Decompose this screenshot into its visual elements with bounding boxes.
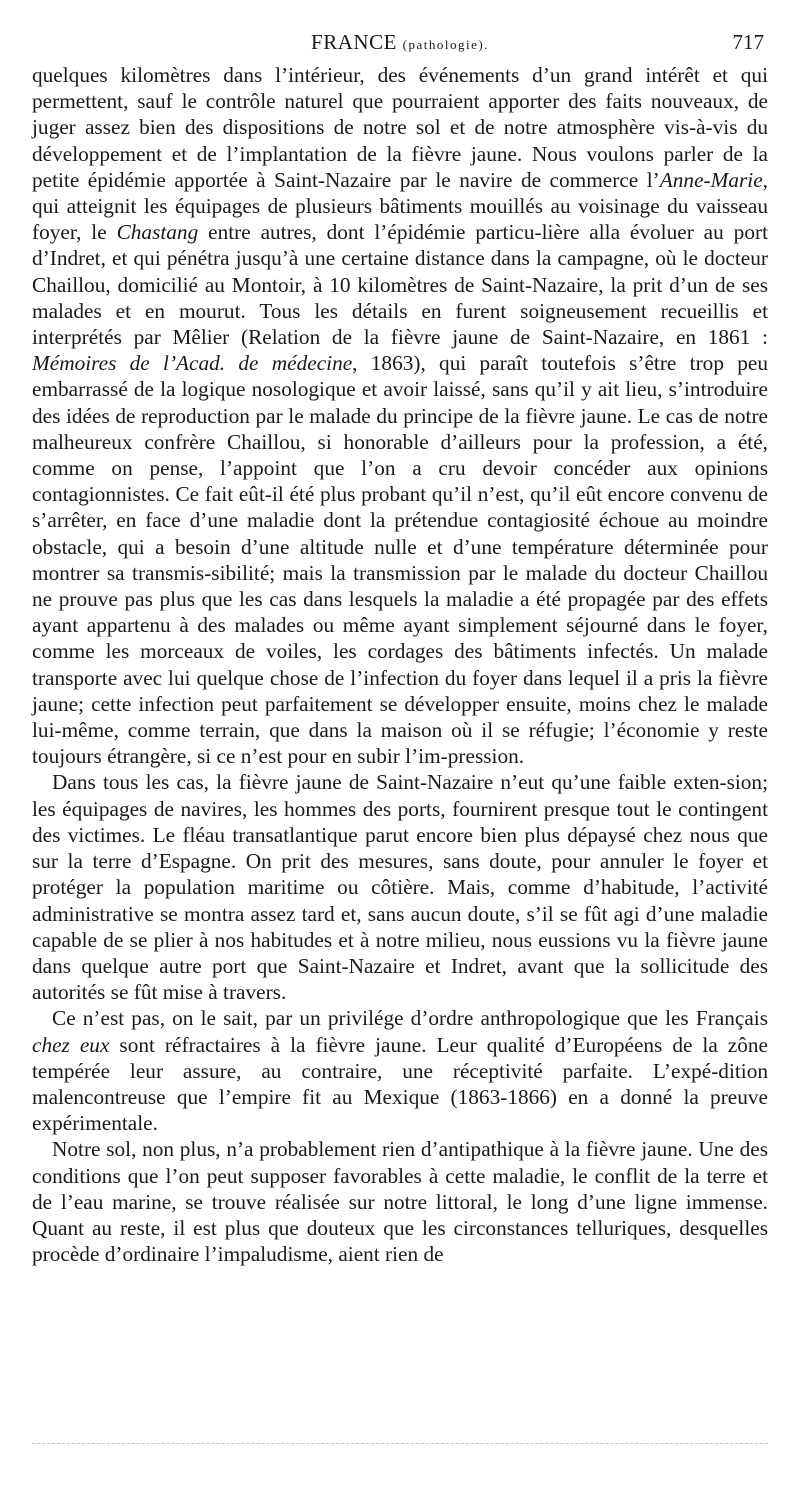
italic-text-run: Anne-Marie: [659, 167, 763, 192]
running-title-sub: (pathologie).: [402, 37, 489, 52]
italic-text-run: chez eux: [32, 1032, 110, 1057]
text-run: sont réfractaires à la fièvre jaune. Leur qualité d’Européens de la zône tempérée leur assure, au contraire, une réceptivité parfaite. L’expé-dition malencontreuse que l’empire fit au Mexique (1863-1866) en a donné la preuve expérimentale.: [32, 1032, 768, 1136]
running-title: [32, 30, 768, 55]
text-run: quelques kilomètres dans l’intérieur, des événements d’un grand intérêt et qui permettent, sauf le contrôle naturel que pourraient apporter des faits nouveaux, de juger assez bien des dispositions de notre sol et de notre atmosphère vis-à-vis du développement et de l’implantation de la fièvre jaune. Nous voulons parler de la petite épidémie apportée à Saint-Nazaire par le navire de commerce l’: [32, 63, 768, 192]
body-text: [32, 62, 768, 1267]
running-header: [32, 30, 768, 60]
paragraph: [32, 769, 768, 1005]
text-run: entre autres, dont l’épidémie particu-lière alla évoluer au port d’Indret, et qui pénétra jusqu’à une certaine distance dans la campagne, où le docteur Chaillou, domicilié au Montoir, à 10 kilomètres de Saint-Nazaire, la prit d’un de ses malades et en mourut. Tous les détails en furent soigneusement recueillis et interprétés par Mêlier (Relation de la fièvre jaune de Saint-Nazaire, en 1861 :: [32, 220, 768, 350]
italic-text-run: Mémoires de l’Acad. de médecine: [32, 351, 353, 376]
text-run: Dans tous les cas, la fièvre jaune de Saint-Nazaire n’eut qu’une faible exten-sion; les équipages de navires, les hommes des ports, fournirent presque tout le contingent des victimes. Le fléau transatlantique parut encore bien plus dépaysé chez nous que sur la terre d’Espagne. On prit des mesures, sans doute, pour annuler le foyer et protéger la population maritime ou côtière. Mais, comme d’habitude, l’activité administrative se montra assez tard et, sans aucun doute, s’il se fût agi d’une maladie capable de se plier à nos habitudes et à notre milieu, nous eussions vu la fièvre jaune dans quelque autre port que Saint-Nazaire et Indret, avant que la sollicitude des autorités se fût mise à travers.: [32, 770, 768, 1005]
page-number: 717: [732, 30, 764, 54]
text-run: , qui atteignit les équipages de plusieurs bâtiments mouillés au voisinage du vaisseau foyer, le: [32, 167, 768, 245]
text-run: , 1863), qui paraît toutefois s’être trop peu embarrassé de la logique nosologique et avoir laissé, sans qu’il y ait lieu, s’introduire des idées de reproduction par le malade du principe de la fièvre jaune. Le cas de notre malheureux confrère Chaillou, si honorable d’ailleurs pour la profession, a été, comme on pense, l’appoint que l’on a cru devoir concéder aux opinions contagionnistes. Ce fait eût-il été plus probant qu’il n’est, qu’il eût encore convenu de s’arrêter, en face d’une maladie dont la prétendue contagiosité échoue au moindre obstacle, qui a besoin d’une altitude nulle et d’une température déterminée pour montrer sa transmis-sibilité; mais la transmission par le malade du docteur Chaillou ne prouve pas plus que les cas dans lesquels la maladie a été propagée par des effets ayant appartenu à des malades ou même ayant simplement séjourné dans le foyer, comme les morceaux de voiles, les cordages des bâtiments infectés. Un malade transporte avec lui quelque chose de l’infection du foyer dans lequel il a pris la fièvre jaune; cette infection peut parfaitement se développer ensuite, moins chez le malade lui-même, comme terrain, que dans la maison où il se réfugie; l’économie y reste toujours étrangère, si ce n’est pour en subir l’im-pression.: [32, 351, 768, 769]
bottom-rule: [32, 1443, 768, 1444]
italic-text-run: Chastang: [116, 220, 199, 245]
text-run: Notre sol, non plus, n’a probablement rien d’antipathique à la fièvre jaune. Une des conditions que l’on peut supposer favorables à cette maladie, le conflit de la terre et de l’eau marine, se trouve réalisée sur notre littoral, le long d’une ligne immense. Quant au reste, il est plus que douteux que les circonstances telluriques, desquelles procède d’ordinaire l’impaludisme, aient rien de: [32, 1137, 768, 1267]
paragraph: [32, 1136, 768, 1267]
paragraph: [32, 1005, 768, 1136]
paragraph: [32, 62, 768, 769]
running-title-main: FRANCE: [311, 30, 397, 54]
text-run: Ce n’est pas, on le sait, par un privilége d’ordre anthropologique que les Français: [52, 1006, 768, 1031]
